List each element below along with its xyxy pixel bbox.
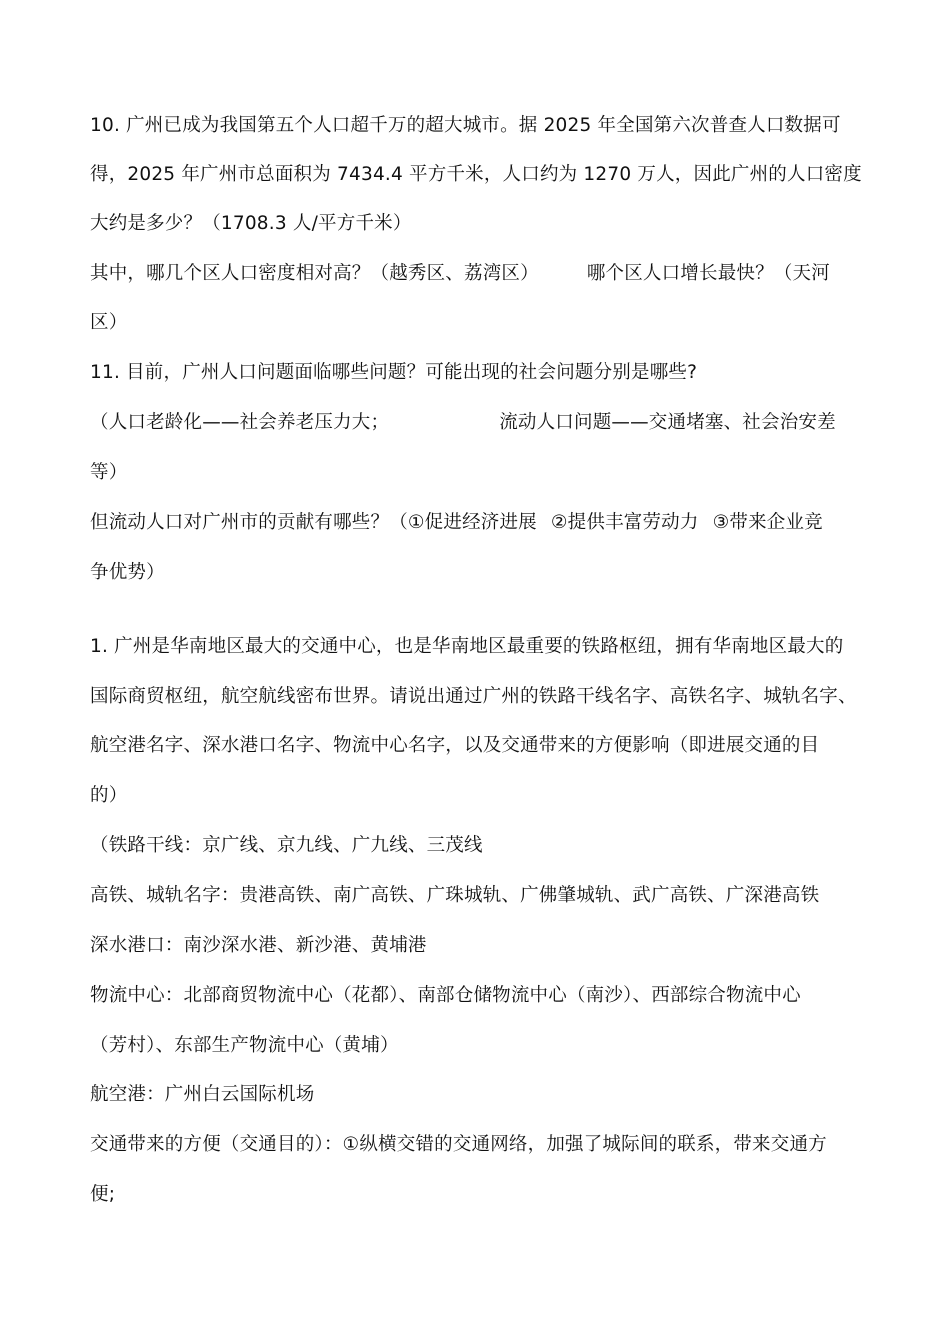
q1-line-11: 交通带来的方便（交通目的）：①纵横交错的交通网络，加强了城际间的联系，带来交通方 — [90, 1134, 827, 1155]
q10-line-1: 10. 广州已成为我国第五个人口超千万的超大城市。据 2025 年全国第六次普查人口数据可 — [90, 115, 841, 136]
q11-line-4-part-c: ③带来企业竞 — [712, 512, 823, 533]
q1-line-2: 国际商贸枢纽，航空航线密布世界。请说出通过广州的铁路干线名字、高铁名字、城轨名字、 — [90, 686, 857, 707]
q11-line-2-part-b: 流动人口问题——交通堵塞、社会治安差 — [499, 412, 836, 433]
q10-line-4 — [90, 262, 830, 286]
q1-line-6: 高铁、城轨名字：贵港高铁、南广高铁、广珠城轨、广佛肇城轨、武广高铁、广深港高铁 — [90, 885, 820, 906]
q1-line-1: 1. 广州是华南地区最大的交通中心，也是华南地区最重要的铁路枢纽，拥有华南地区最大的 — [90, 636, 844, 657]
q1-line-10: 航空港：广州白云国际机场 — [90, 1084, 315, 1105]
q11-line-4-part-a: 但流动人口对广州市的贡献有哪些？（①促进经济进展 — [90, 512, 537, 533]
q1-line-7: 深水港口：南沙深水港、新沙港、黄埔港 — [90, 935, 427, 956]
q1-line-12: 便; — [90, 1184, 116, 1205]
q11-line-5: 争优势） — [90, 562, 165, 583]
q10-line-5: 区） — [90, 312, 128, 333]
q10-line-4-part-a: 其中，哪几个区人口密度相对高？（越秀区、荔湾区） — [90, 263, 539, 284]
q1-line-9: （芳村）、东部生产物流中心（黄埔） — [90, 1035, 399, 1056]
q11-line-3: 等） — [90, 462, 128, 483]
q10-line-3: 大约是多少？（1708.3 人/平方千米） — [90, 213, 412, 234]
q11-line-1: 11. 目前，广州人口问题面临哪些问题？可能出现的社会问题分别是哪些? — [90, 362, 698, 383]
q11-line-2-part-a: （人口老龄化——社会养老压力大； — [90, 412, 390, 433]
q11-line-2 — [90, 411, 836, 435]
q1-line-3: 航空港名字、深水港口名字、物流中心名字，以及交通带来的方便影响（即进展交通的目 — [90, 735, 820, 756]
q1-line-4: 的） — [90, 785, 128, 806]
q1-line-5: （铁路干线：京广线、京九线、广九线、三茂线 — [90, 835, 483, 856]
q11-line-4-part-b: ②提供丰富劳动力 — [550, 512, 699, 533]
q10-line-4-part-b: 哪个区人口增长最快？（天河 — [586, 263, 830, 284]
q10-line-2: 得，2025 年广州市总面积为 7434.4 平方千米，人口约为 1270 万人，因此广州的人口密度 — [90, 164, 862, 185]
q11-line-4 — [90, 511, 823, 535]
q1-line-8: 物流中心：北部商贸物流中心（花都）、南部仓储物流中心（南沙）、西部综合物流中心 — [90, 985, 801, 1006]
